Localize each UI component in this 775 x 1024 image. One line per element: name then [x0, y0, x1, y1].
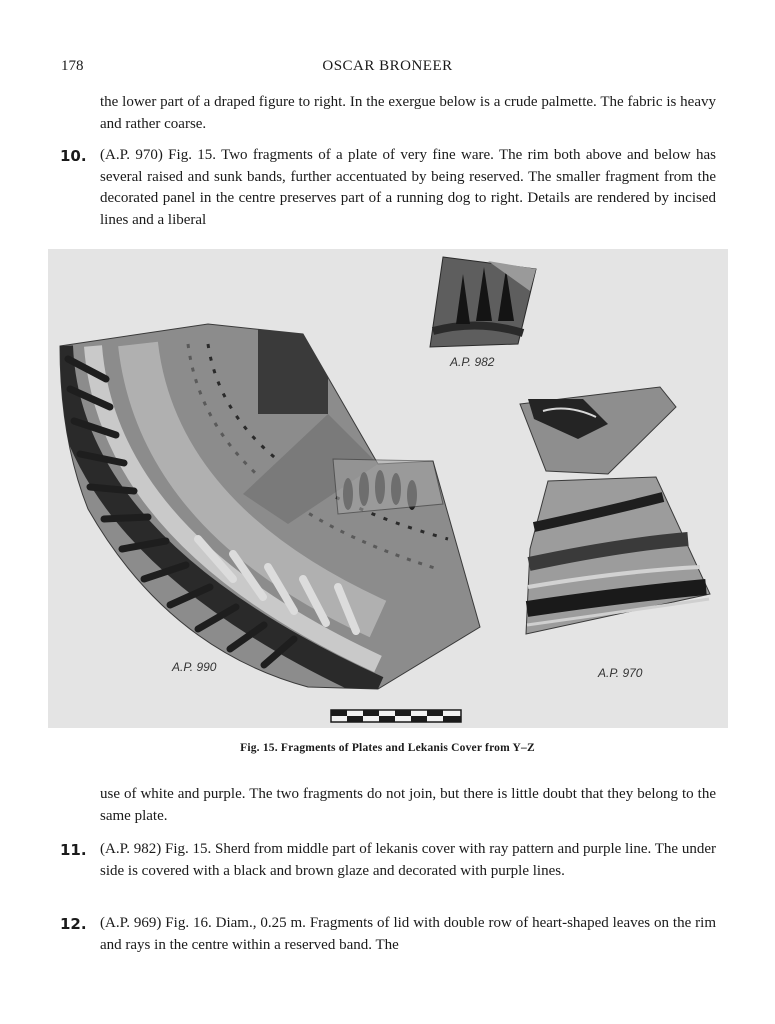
figure-caption: Fig. 15. Fragments of Plates and Lekanis Cover from Y–Z: [240, 742, 535, 754]
sherd-ap982: [430, 257, 536, 347]
entry-11-text: (A.P. 982) Fig. 15. Sherd from middle part of lekanis cover with ray pattern and purple line. The under side is covered with a black and brown glaze and decorated with purple lines.: [100, 841, 716, 879]
entry-10-text: (A.P. 970) Fig. 15. Two fragments of a plate of very fine ware. The rim both above and below has several raised and sunk bands, further accentuated by being reserved. The smaller fragment from the decorated panel in the centre preserves part of a running dog to right. Details are rendered by incised lines and a liberal: [100, 147, 716, 228]
entry-12-number: 12.: [60, 915, 87, 933]
label-ap982: A.P. 982: [450, 355, 495, 369]
scale-bar: [331, 710, 461, 722]
entry-11-number: 11.: [60, 841, 87, 859]
label-ap970: A.P. 970: [598, 666, 643, 680]
fragments-ap970: [520, 387, 710, 634]
plate-fragment-ap990: [60, 324, 480, 689]
top-paragraph: the lower part of a draped figure to right. In the exergue below is a crude palmette. The fabric is heavy and rather coarse.: [100, 94, 716, 132]
page-number: 178: [61, 58, 84, 74]
entry-10-number: 10.: [60, 147, 87, 165]
running-title: OSCAR BRONEER: [322, 58, 453, 74]
entry-12-text: (A.P. 969) Fig. 16. Diam., 0.25 m. Fragments of lid with double row of heart-shaped leaves on the rim and rays in the centre within a reserved band. The: [100, 915, 716, 953]
figure-plate: [48, 249, 728, 728]
label-ap990: A.P. 990: [172, 660, 217, 674]
continuation-paragraph: use of white and purple. The two fragments do not join, but there is little doubt that they belong to the same plate.: [100, 786, 716, 824]
